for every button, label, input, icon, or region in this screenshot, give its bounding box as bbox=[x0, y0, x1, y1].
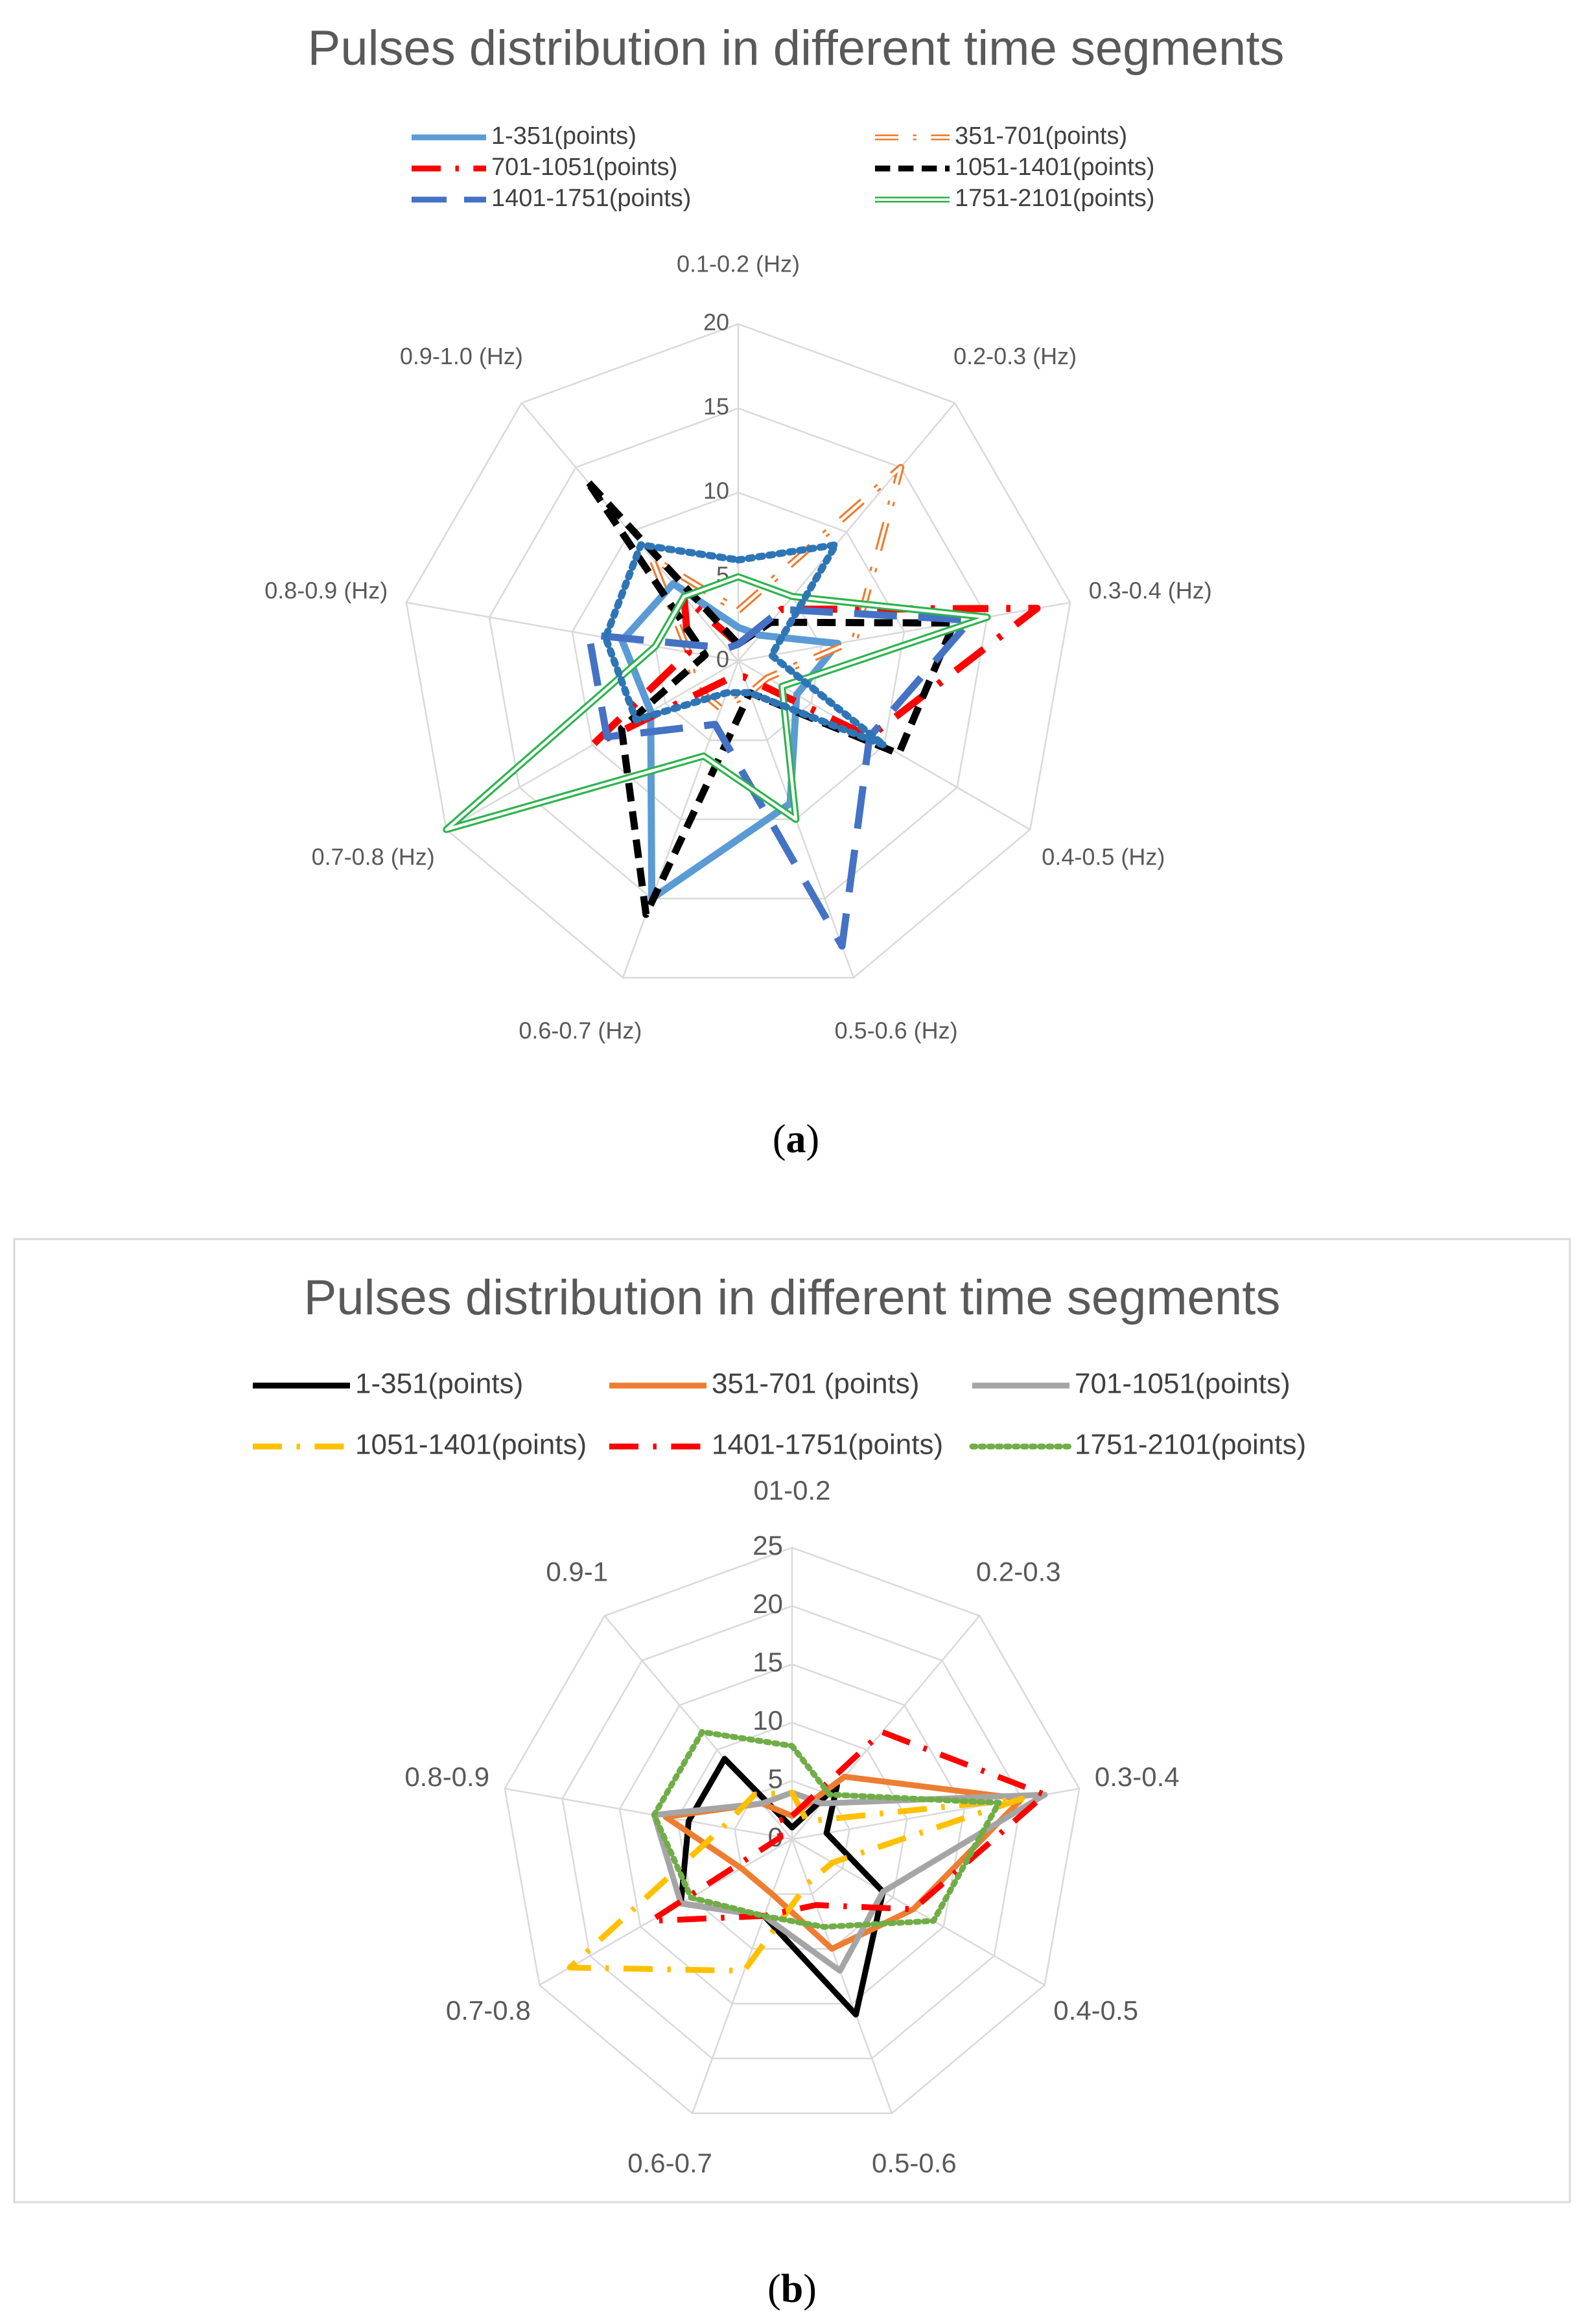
grid-spoke bbox=[447, 661, 738, 830]
chart-a-grid bbox=[406, 324, 1070, 978]
category-label: 0.5-0.6 (Hz) bbox=[834, 1017, 958, 1044]
category-label: 0.5-0.6 bbox=[872, 2147, 957, 2178]
category-label: 0.8-0.9 (Hz) bbox=[264, 577, 388, 604]
tick-label: 15 bbox=[703, 393, 729, 420]
category-label: 0.3-0.4 bbox=[1094, 1761, 1180, 1793]
category-label: 0.6-0.7 (Hz) bbox=[519, 1017, 642, 1044]
legend-label: 701-1051(points) bbox=[1075, 1367, 1290, 1400]
legend-label: 1051-1401(points) bbox=[355, 1428, 587, 1461]
category-label: 0.9-1.0 (Hz) bbox=[399, 343, 523, 370]
radar-chart-a bbox=[264, 21, 1284, 1044]
legend-label: 1-351(points) bbox=[355, 1367, 524, 1400]
category-label: 0.3-0.4 (Hz) bbox=[1088, 577, 1212, 604]
category-label: 0.2-0.3 (Hz) bbox=[953, 343, 1077, 370]
tick-label: 0 bbox=[767, 1822, 783, 1853]
caption-a-letter: a bbox=[786, 1117, 806, 1161]
legend-item bbox=[412, 154, 677, 181]
legend-label: 1751-2101(points) bbox=[955, 185, 1155, 213]
category-label: 0.8-0.9 bbox=[404, 1761, 490, 1793]
tick-label: 5 bbox=[767, 1763, 783, 1795]
legend-label: 1401-1751(points) bbox=[712, 1428, 944, 1461]
category-label: 0.7-0.8 (Hz) bbox=[311, 843, 435, 870]
legend-item bbox=[412, 185, 691, 212]
category-label: 0.2-0.3 bbox=[975, 1556, 1061, 1587]
legend-label: 351-701(points) bbox=[955, 122, 1128, 150]
caption-b: (b) bbox=[767, 2267, 817, 2311]
category-label: 01-0.2 bbox=[753, 1475, 831, 1506]
tick-label: 10 bbox=[703, 477, 729, 504]
tick-label: 0 bbox=[716, 645, 729, 673]
category-label: 0.6-0.7 bbox=[627, 2147, 712, 2178]
chart-a-legend bbox=[412, 122, 1154, 212]
legend-item bbox=[412, 122, 636, 150]
legend-label: 1401-1751(points) bbox=[491, 185, 692, 213]
tick-label: 5 bbox=[716, 561, 729, 588]
legend-label: 701-1051(points) bbox=[491, 154, 678, 181]
legend-label: 351-701 (points) bbox=[712, 1367, 920, 1400]
tick-label: 10 bbox=[753, 1705, 783, 1736]
legend-label: 1-351(points) bbox=[491, 122, 636, 150]
tick-label: 20 bbox=[703, 308, 729, 336]
tick-label: 25 bbox=[753, 1530, 783, 1561]
category-label: 0.4-0.5 bbox=[1053, 1995, 1139, 2026]
caption-a: (a) bbox=[772, 1117, 820, 1161]
category-label: 0.1-0.2 (Hz) bbox=[676, 250, 800, 277]
category-label: 0.4-0.5 (Hz) bbox=[1042, 843, 1165, 870]
legend-label: 1751-2101(points) bbox=[1075, 1428, 1307, 1461]
category-label: 0.7-0.8 bbox=[445, 1995, 531, 2026]
caption-b-letter: b bbox=[780, 2267, 804, 2311]
chart-b-title: Pulses distribution in different time segments bbox=[303, 1270, 1281, 1325]
category-label: 0.9-1 bbox=[546, 1556, 609, 1587]
legend-item bbox=[875, 185, 1154, 212]
legend-label: 1051-1401(points) bbox=[955, 154, 1155, 181]
legend-item bbox=[875, 122, 1127, 150]
legend-item bbox=[875, 154, 1154, 181]
tick-label: 20 bbox=[753, 1588, 783, 1620]
chart-a-title: Pulses distribution in different time segments bbox=[307, 21, 1285, 76]
tick-label: 15 bbox=[753, 1647, 783, 1678]
